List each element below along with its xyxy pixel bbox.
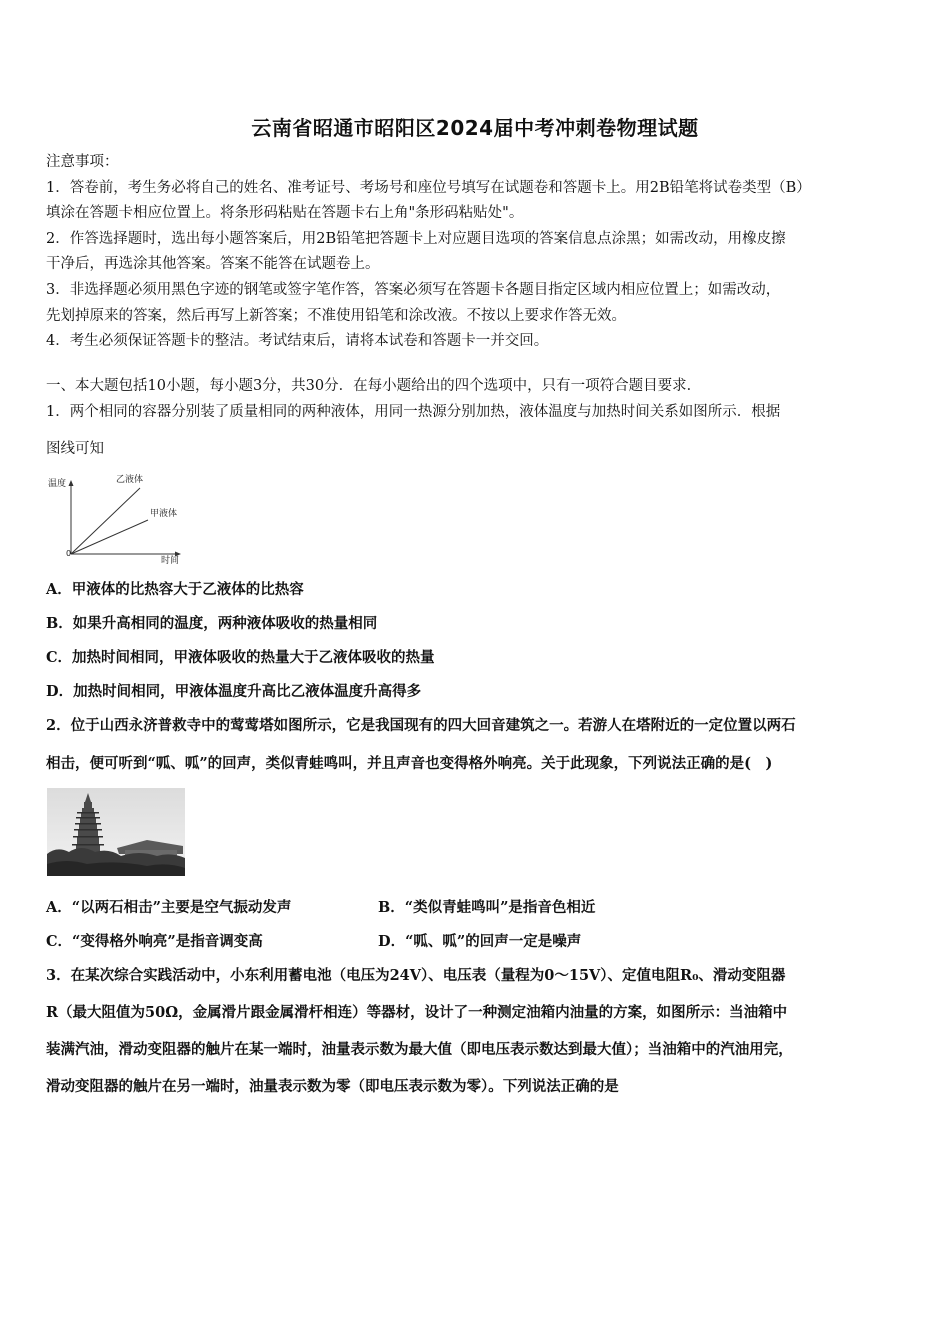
label-yi: 乙液体 xyxy=(116,475,144,485)
notice-line: 3．非选择题必须用黑色字迹的钢笔或签字笔作答，答案必须写在答题卡各题目指定区域内相应位置上；如需改动， xyxy=(46,281,781,298)
notice-line: 干净后，再选涂其他答案。答案不能答在试题卷上。 xyxy=(46,256,380,273)
label-jia: 甲液体 xyxy=(150,509,178,519)
y-axis-arrow xyxy=(69,480,74,486)
q2-option-d: D．“呱、呱”的回声一定是噪声 xyxy=(378,933,582,950)
q3-stem-line: 3．在某次综合实践活动中，小东利用蓄电池（电压为24V）、电压表（量程为0～15V）、定值电阻R₀、滑动变阻器 xyxy=(46,967,786,984)
q2-option-b: B．“类似青蛙鸣叫”是指音色相近 xyxy=(378,899,596,916)
notice-line: 2．作答选择题时，选出每小题答案后，用2B铅笔把答题卡上对应题目选项的答案信息点涂黑；如需改动，用橡皮擦 xyxy=(46,230,786,247)
section-heading: 一、本大题包括10小题，每小题3分，共30分．在每小题给出的四个选项中，只有一项符合题目要求． xyxy=(46,378,702,394)
q1-temperature-graph xyxy=(44,470,194,566)
notice-heading: 注意事项： xyxy=(46,154,119,170)
q1-option-d: D．加热时间相同，甲液体温度升高比乙液体温度升高得多 xyxy=(46,683,422,700)
q2-option-c: C．“变得格外响亮”是指音调变高 xyxy=(46,933,263,950)
origin-label: 0 xyxy=(66,549,72,558)
notice-line: 1．答卷前，考生务必将自己的姓名、准考证号、考场号和座位号填写在试题卷和答题卡上。用2B铅笔将试卷类型（B） xyxy=(46,179,811,196)
notice-block xyxy=(46,150,906,355)
q3-stem-line: 滑动变阻器的触片在另一端时，油量表示数为零（即电压表示数为零）。下列说法正确的是 xyxy=(46,1078,619,1095)
q3-stem-line: 装满汽油，滑动变阻器的触片在某一端时，油量表示数为最大值（即电压表示数达到最大值）；当油箱中的汽油用完， xyxy=(46,1041,793,1058)
pagoda-photo xyxy=(47,788,185,876)
y-axis-label: 温度 xyxy=(48,479,67,489)
q1-stem-line: 图线可知 xyxy=(46,441,104,457)
q1-option-c: C．加热时间相同，甲液体吸收的热量大于乙液体吸收的热量 xyxy=(46,649,435,666)
notice-line: 填涂在答题卡相应位置上。将条形码粘贴在答题卡右上角"条形码粘贴处"。 xyxy=(46,205,524,222)
q2-option-a: A．“以两石相击”主要是空气振动发声 xyxy=(46,899,292,916)
pagoda-illustration xyxy=(47,788,185,876)
line-yi xyxy=(71,488,140,554)
line-jia xyxy=(71,520,148,554)
q2-stem-line: 2．位于山西永济普救寺中的莺莺塔如图所示，它是我国现有的四大回音建筑之一。若游人在塔附近的一定位置以两石 xyxy=(46,717,796,734)
q3-stem-line: R（最大阻值为50Ω，金属滑片跟金属滑杆相连）等器材，设计了一种测定油箱内油量的方案，如图所示：当油箱中 xyxy=(46,1004,788,1021)
q1-option-a: A．甲液体的比热容大于乙液体的比热容 xyxy=(46,581,304,598)
page-title: 云南省昭通市昭阳区2024届中考冲刺卷物理试题 xyxy=(251,116,699,140)
x-axis-label: 时间 xyxy=(161,556,180,566)
notice-line: 4．考生必须保证答题卡的整洁。考试结束后，请将本试卷和答题卡一并交回。 xyxy=(46,333,549,350)
q1-option-b: B．如果升高相同的温度，两种液体吸收的热量相同 xyxy=(46,615,378,632)
q1-stem-line: 1．两个相同的容器分别装了质量相同的两种液体，用同一热源分别加热，液体温度与加热时间关系如图所示．根据 xyxy=(46,404,781,420)
q2-stem-line: 相击，便可听到“呱、呱”的回声，类似青蛙鸣叫，并且声音也变得格外响亮。关于此现象，下列说法正确的是( ) xyxy=(46,755,773,772)
notice-line: 先划掉原来的答案，然后再写上新答案；不准使用铅笔和涂改液。不按以上要求作答无效。 xyxy=(46,307,626,324)
